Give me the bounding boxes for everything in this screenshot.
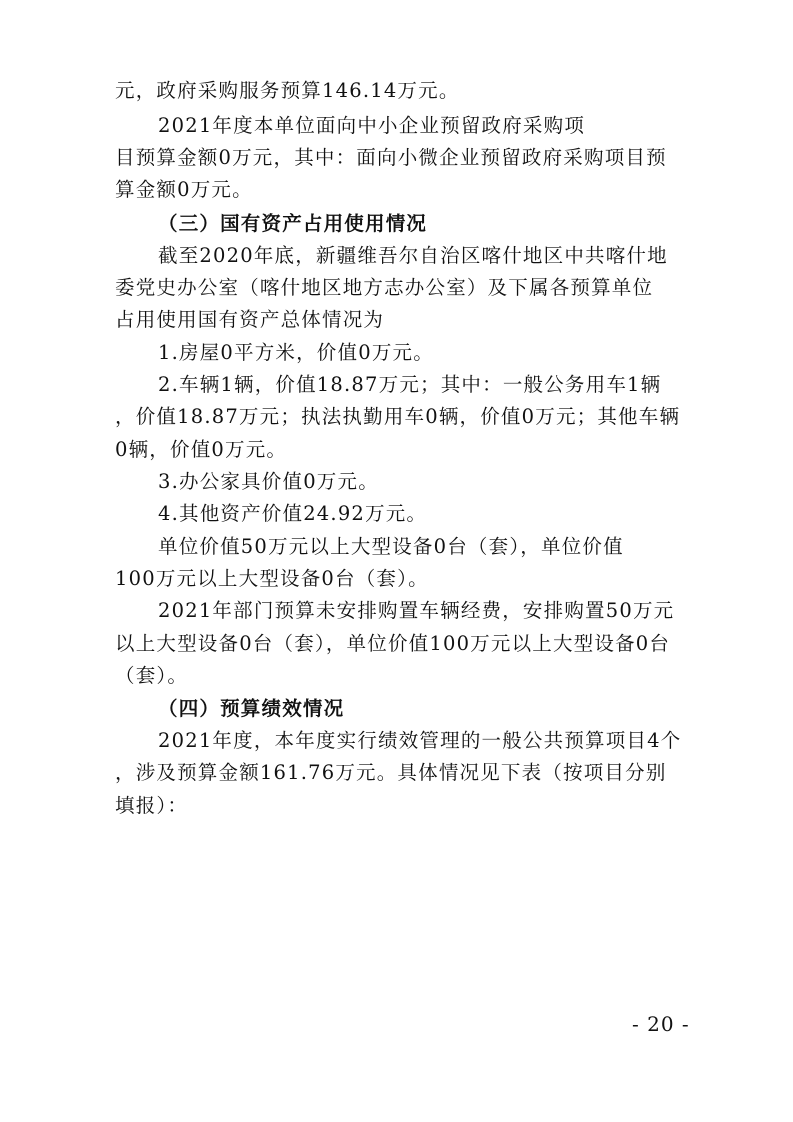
text-line: 单位价值50万元以上大型设备0台（套），单位价值 xyxy=(158,535,624,558)
section-heading: （三）国有资产占用使用情况 xyxy=(158,212,428,235)
text-line: 截至2020年底，新疆维吾尔自治区喀什地区中共喀什地 xyxy=(158,244,668,267)
text-line: 2.车辆1辆，价值18.87万元；其中：一般公务用车1辆 xyxy=(158,373,662,396)
text-line: ，价值18.87万元；执法执勤用车0辆，价值0万元；其他车辆 xyxy=(115,405,681,428)
text-line: 委党史办公室（喀什地区地方志办公室）及下属各预算单位 xyxy=(115,276,654,299)
text-line: 1.房屋0平方米，价值0万元。 xyxy=(158,341,434,364)
text-line: 3.办公家具价值0万元。 xyxy=(158,470,379,493)
text-line: 算金额0万元。 xyxy=(115,178,253,201)
text-line: 目预算金额0万元，其中：面向小微企业预留政府采购项目预 xyxy=(115,146,667,169)
text-line: ，涉及预算金额161.76万元。具体情况见下表（按项目分别 xyxy=(115,761,667,784)
text-line: 占用使用国有资产总体情况为 xyxy=(115,308,385,331)
page-number: - 20 - xyxy=(632,1012,690,1036)
text-line: 4.其他资产价值24.92万元。 xyxy=(158,502,428,525)
text-line: 以上大型设备0台（套），单位价值100万元以上大型设备0台 xyxy=(115,632,671,655)
text-line: 元，政府采购服务预算146.14万元。 xyxy=(115,79,460,102)
text-line: 2021年度本单位面向中小企业预留政府采购项 xyxy=(158,114,586,137)
text-line: 填报）： xyxy=(115,794,189,817)
section-heading: （四）预算绩效情况 xyxy=(158,697,345,720)
text-line: 0辆，价值0万元。 xyxy=(115,438,288,461)
text-line: （套）。 xyxy=(115,664,189,687)
text-line: 2021年部门预算未安排购置车辆经费，安排购置50万元 xyxy=(158,599,675,622)
text-line: 100万元以上大型设备0台（套）。 xyxy=(115,567,429,590)
text-line: 2021年度，本年度实行绩效管理的一般公共预算项目4个 xyxy=(158,729,682,752)
